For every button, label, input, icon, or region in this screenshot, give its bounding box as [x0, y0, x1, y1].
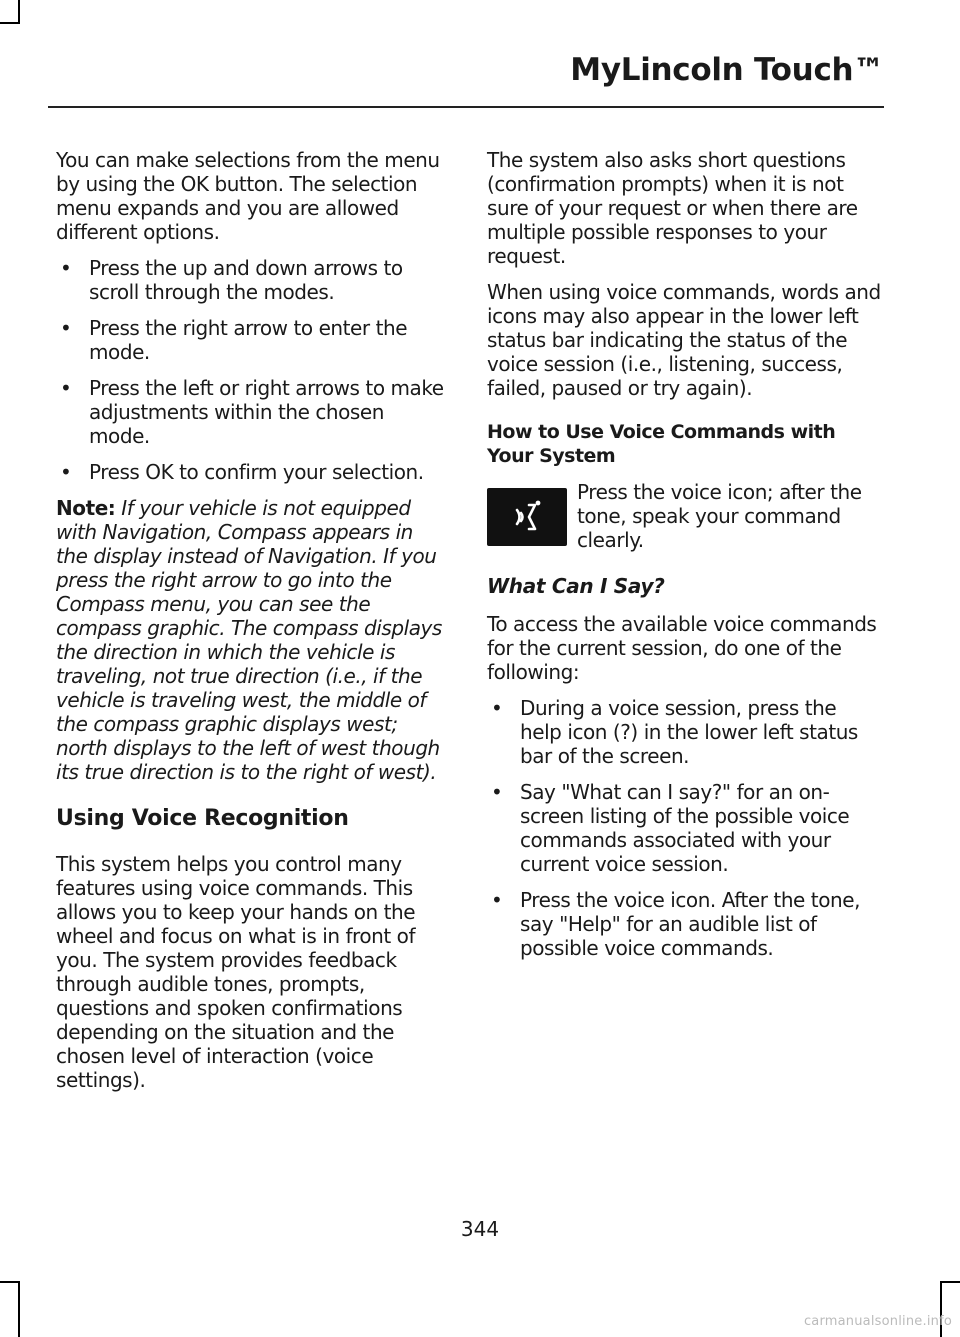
footer-site-link[interactable]: carmanualsonline.info	[803, 1314, 952, 1329]
page-title: MyLincoln Touch™	[570, 52, 884, 88]
subheading: How to Use Voice Commands with Your System	[487, 421, 836, 467]
section-heading: Using Voice Recognition	[56, 806, 349, 831]
crop-mark	[18, 0, 20, 24]
options-list	[56, 256, 448, 484]
status-paragraph: When using voice commands, words and icons may also appear in the lower left status bar indicating the status of the voice session (i.e., listening, success, failed, paused or try again).	[487, 280, 881, 400]
crop-mark	[940, 1281, 960, 1283]
intro-paragraph: You can make selections from the menu by using the OK button. The selection menu expands and you are allowed different options.	[56, 148, 440, 244]
crop-mark	[0, 1281, 20, 1283]
voice-options-list	[487, 696, 883, 960]
section-paragraph: This system helps you control many features using voice commands. This allows you to keep your hands on the wheel and focus on what is in front of you. The system provides feedback through audible tones, prompts, questions and spoken confirmations depending on the situation and the chosen level of interaction (voice settings).	[56, 852, 416, 1092]
list-item: • Press the voice icon. After the tone, say "Help" for an audible list of possible voice commands.	[487, 888, 883, 960]
right-column	[487, 148, 883, 972]
voice-command-icon-glyph	[505, 497, 549, 537]
confirmation-paragraph: The system also asks short questions (confirmation prompts) when it is not sure of your request or when there are multiple possible responses to your request.	[487, 148, 858, 268]
list-item: • Press the up and down arrows to scroll through the modes.	[56, 256, 448, 304]
what-can-i-say-heading: What Can I Say?	[487, 574, 665, 598]
note-label: Note:	[56, 496, 116, 520]
page-number: 344	[460, 1217, 500, 1241]
list-item: • Press OK to confirm your selection.	[56, 460, 448, 484]
list-item: • During a voice session, press the help icon (?) in the lower left status bar of the screen.	[487, 696, 883, 768]
crop-mark	[18, 1281, 20, 1337]
note-paragraph	[56, 496, 448, 784]
what-can-i-say-paragraph: To access the available voice commands for the current session, do one of the following:	[487, 612, 877, 684]
crop-mark	[0, 22, 20, 24]
header-divider	[48, 106, 884, 108]
left-column	[56, 148, 448, 1104]
list-item: • Press the right arrow to enter the mode.	[56, 316, 448, 364]
note-text: If your vehicle is not equipped with Navigation, Compass appears in the display instead of Navigation. If you press the right arrow to go into the Compass menu, you can see the compass graphic. The compass displays the direction in which the vehicle is traveling, not true direction (i.e., if the vehicle is traveling west, the middle of the compass graphic displays west; north displays to the left of west though its true direction is to the right of west).	[56, 496, 442, 784]
voice-command-icon	[487, 488, 567, 546]
list-item: • Say "What can I say?" for an on-screen listing of the possible voice commands associated with your current voice session.	[487, 780, 883, 876]
list-item: • Press the left or right arrows to make adjustments within the chosen mode.	[56, 376, 448, 448]
voice-instruction-text: Press the voice icon; after the tone, speak your command clearly.	[577, 480, 862, 552]
voice-instruction	[487, 480, 883, 552]
